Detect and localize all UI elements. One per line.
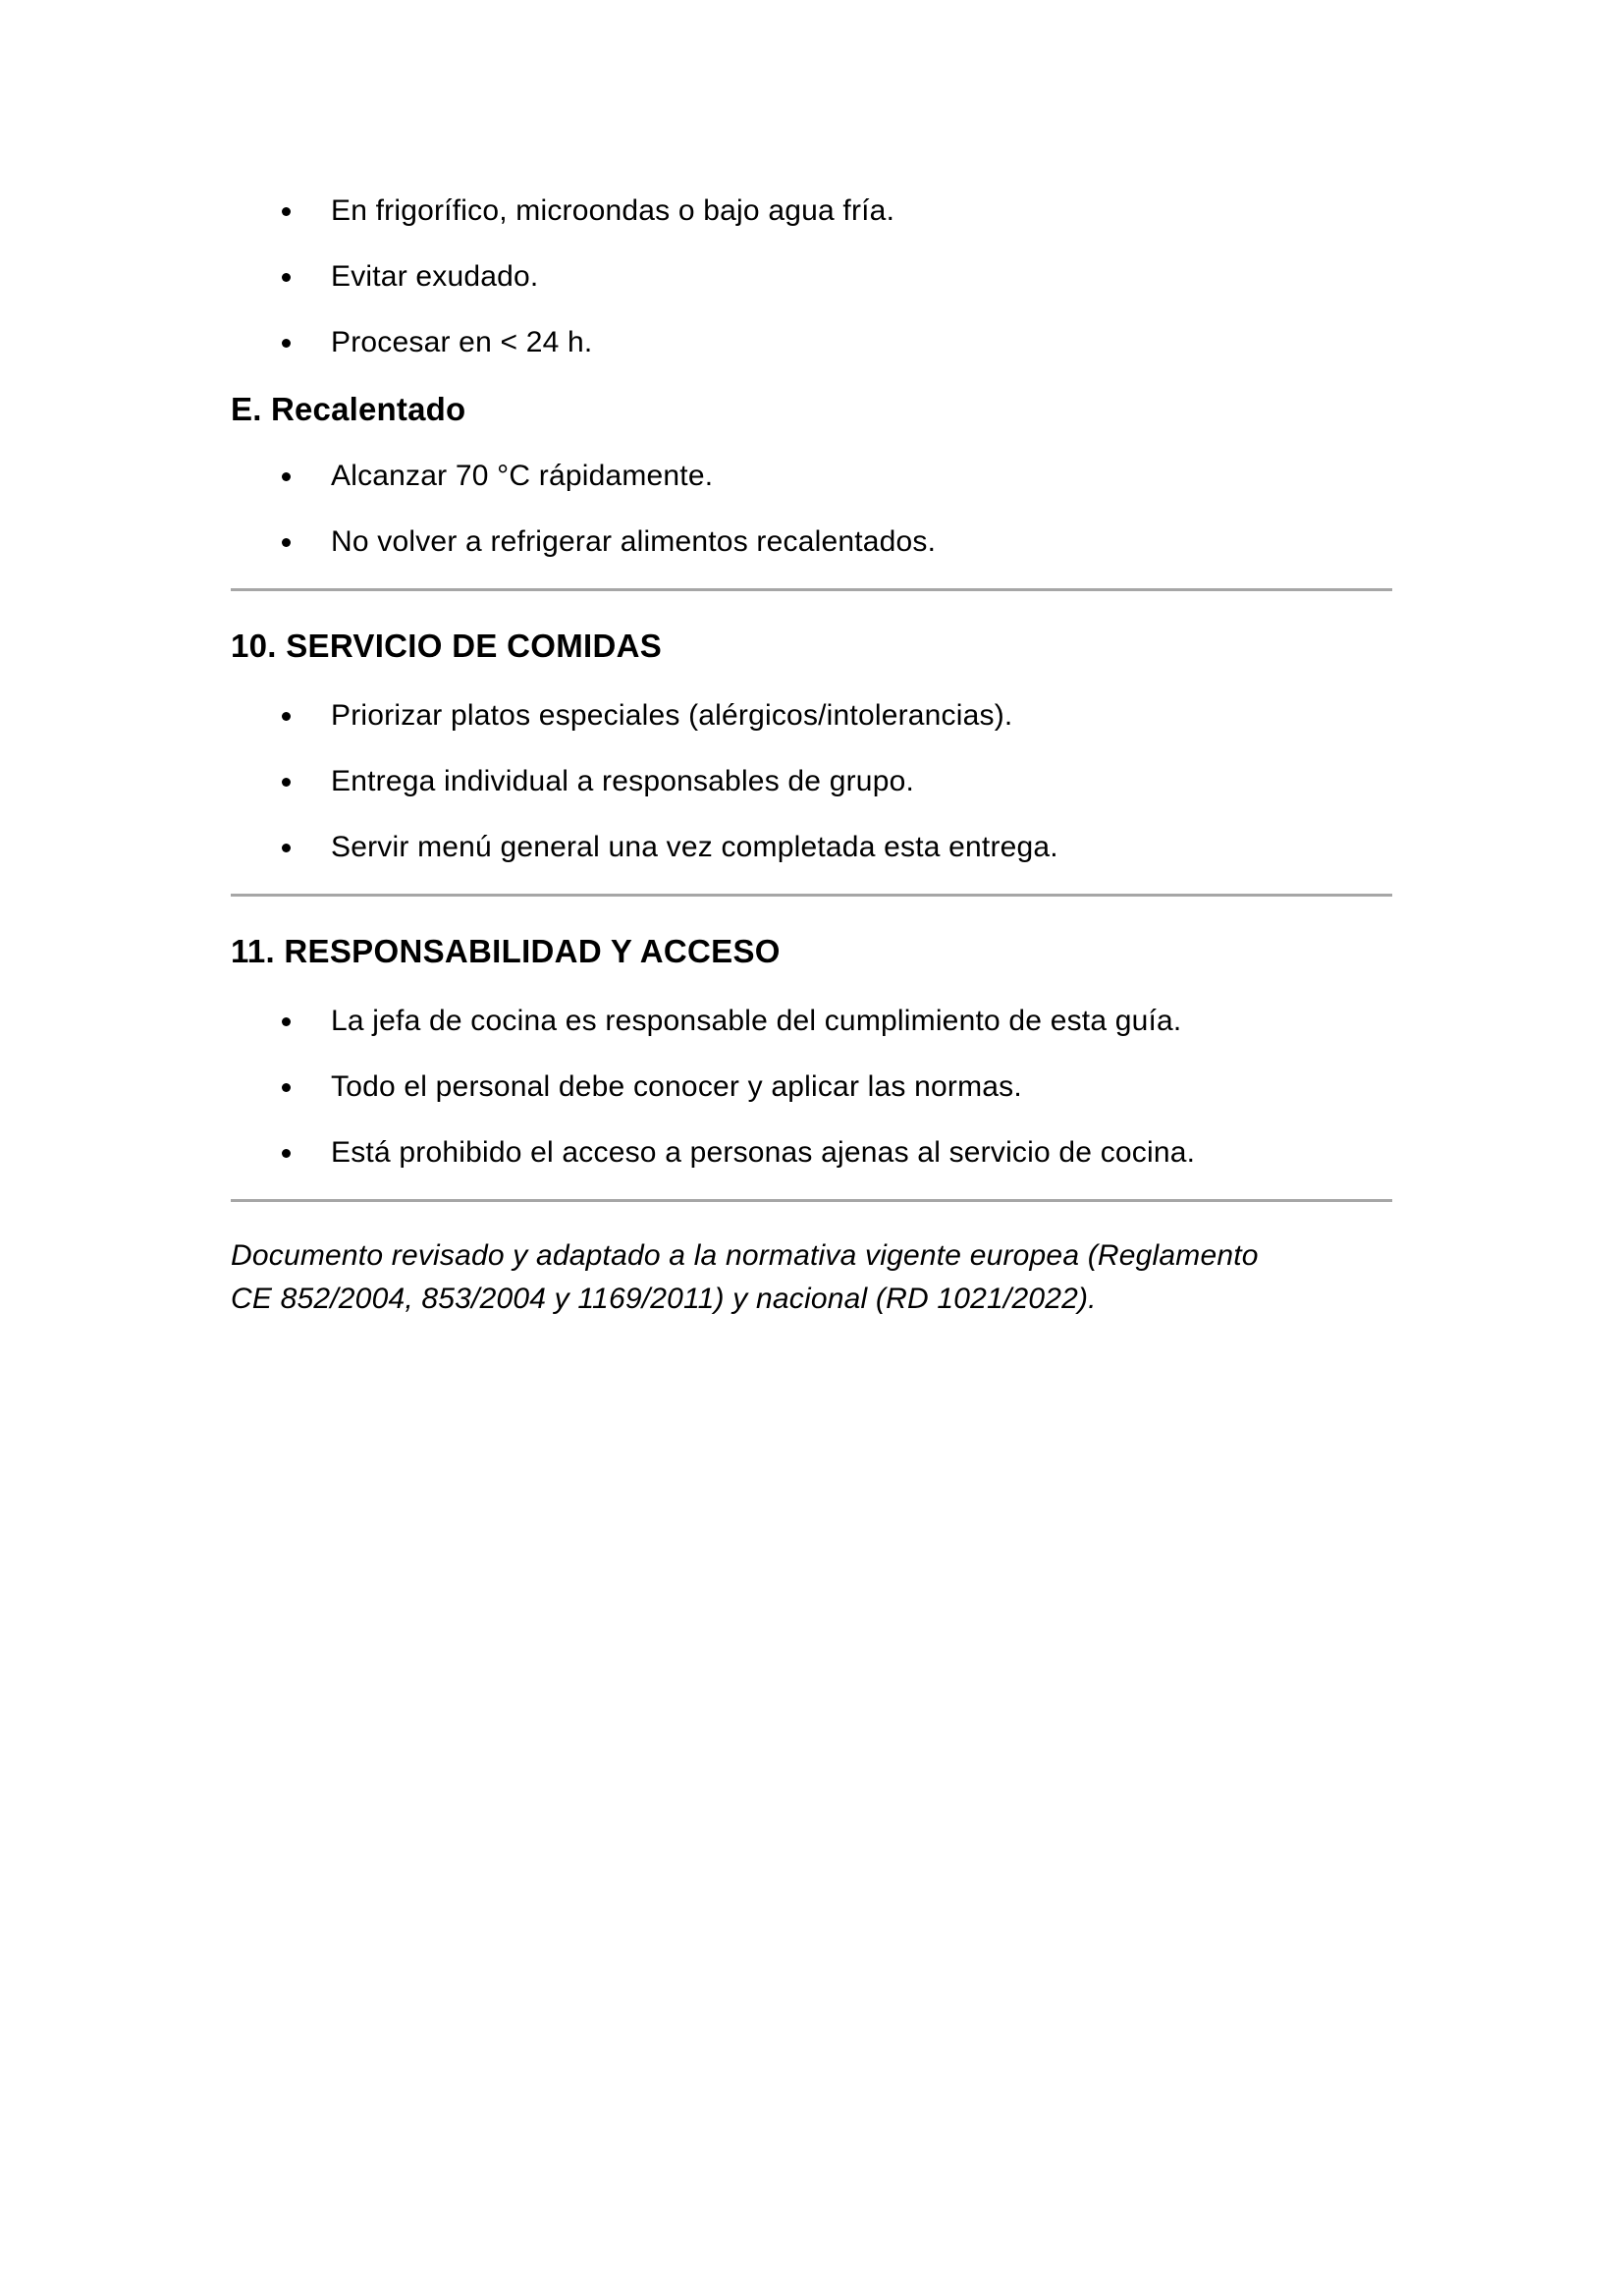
list-item bbox=[231, 1000, 1392, 1043]
bullet-icon bbox=[282, 273, 291, 282]
list-item-text: Evitar exudado. bbox=[331, 260, 539, 293]
list-item-text: Todo el personal debe conocer y aplicar las normas. bbox=[331, 1070, 1022, 1103]
bullet-icon bbox=[282, 1083, 291, 1092]
list-item bbox=[231, 760, 1392, 803]
responsabilidad-bullet-list bbox=[231, 1000, 1392, 1175]
bullet-icon bbox=[282, 712, 291, 721]
bullet-icon bbox=[282, 538, 291, 547]
intro-bullet-list bbox=[231, 190, 1392, 364]
subsection-heading-reheating: E. Recalentado bbox=[231, 391, 466, 427]
list-item bbox=[231, 1131, 1392, 1175]
footer-note-line-1: Documento revisado y adaptado a la normativa vigente europea (Reglamento bbox=[231, 1239, 1259, 1272]
list-item-text: Alcanzar 70 °C rápidamente. bbox=[331, 460, 714, 492]
bullet-icon bbox=[282, 844, 291, 852]
list-item-text: Servir menú general una vez completada esta entrega. bbox=[331, 831, 1058, 863]
bullet-icon bbox=[282, 472, 291, 481]
list-item bbox=[231, 694, 1392, 738]
list-item-text: Priorizar platos especiales (alérgicos/intolerancias). bbox=[331, 699, 1013, 732]
bullet-icon bbox=[282, 339, 291, 348]
list-item bbox=[231, 255, 1392, 299]
list-item-text: En frigorífico, microondas o bajo agua fría. bbox=[331, 194, 895, 227]
section-heading-responsabilidad-acceso: 11. RESPONSABILIDAD Y ACCESO bbox=[231, 933, 781, 969]
servicio-comidas-bullet-list bbox=[231, 694, 1392, 869]
list-item bbox=[231, 826, 1392, 869]
bullet-icon bbox=[282, 1017, 291, 1026]
list-item-text: La jefa de cocina es responsable del cumplimiento de esta guía. bbox=[331, 1005, 1182, 1037]
section-heading-servicio-comidas: 10. SERVICIO DE COMIDAS bbox=[231, 628, 663, 664]
list-item-text: Entrega individual a responsables de grupo. bbox=[331, 765, 914, 797]
list-item bbox=[231, 520, 1392, 564]
list-item bbox=[231, 455, 1392, 498]
reheating-bullet-list bbox=[231, 455, 1392, 564]
bullet-icon bbox=[282, 778, 291, 787]
footer-note-line-2: CE 852/2004, 853/2004 y 1169/2011) y nacional (RD 1021/2022). bbox=[231, 1283, 1097, 1315]
list-item-text: No volver a refrigerar alimentos recalentados. bbox=[331, 525, 937, 558]
section-divider bbox=[231, 894, 1392, 897]
section-divider bbox=[231, 1199, 1392, 1202]
footer-note bbox=[231, 1234, 1392, 1321]
bullet-icon bbox=[282, 1149, 291, 1158]
section-divider bbox=[231, 588, 1392, 591]
list-item-text: Está prohibido el acceso a personas ajenas al servicio de cocina. bbox=[331, 1136, 1196, 1169]
list-item-text: Procesar en < 24 h. bbox=[331, 326, 593, 358]
list-item bbox=[231, 190, 1392, 233]
list-item bbox=[231, 321, 1392, 364]
bullet-icon bbox=[282, 207, 291, 216]
list-item bbox=[231, 1066, 1392, 1109]
